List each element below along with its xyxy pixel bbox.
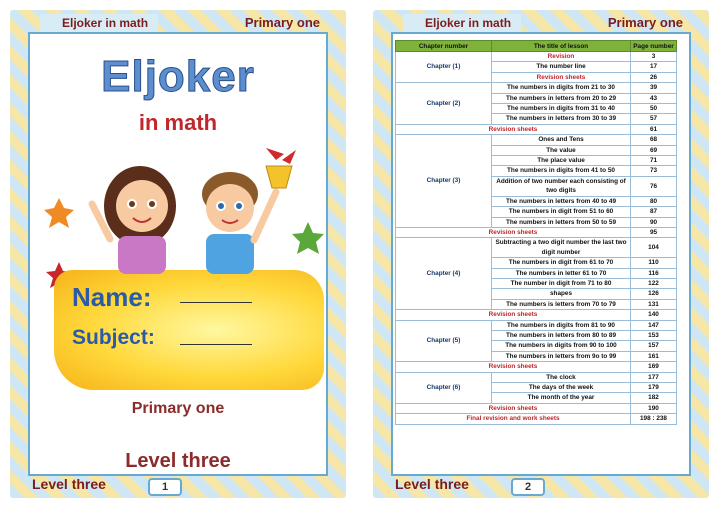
lesson-cell: Final revision and work sheets	[396, 414, 631, 424]
lesson-cell: The numbers is letters from 70 to 79	[492, 299, 631, 309]
kids-illustration-icon	[70, 144, 300, 274]
page-cell: 95	[631, 227, 677, 237]
lesson-cell: Addition of two number each consisting of two digits	[492, 176, 631, 196]
lesson-cell: The numbers in digit from 51 to 60	[492, 207, 631, 217]
table-row	[396, 310, 677, 320]
table-row	[396, 52, 677, 62]
lesson-cell: Revision sheets	[396, 310, 631, 320]
column-header: The title of lesson	[492, 41, 631, 52]
cover-subtitle: in math	[138, 110, 218, 135]
page-cell: 71	[631, 156, 677, 166]
lesson-cell: The month of the year	[492, 393, 631, 403]
lesson-cell: Revision sheets	[396, 227, 631, 237]
page-cell: 122	[631, 278, 677, 288]
table-row	[396, 124, 677, 134]
page-cell: 161	[631, 351, 677, 361]
page-cell: 140	[631, 310, 677, 320]
table-row	[396, 227, 677, 237]
table-header-row	[396, 41, 677, 52]
cover-level: Level three	[125, 450, 231, 472]
lesson-cell: The number in digit from 71 to 80	[492, 278, 631, 288]
chapter-cell: Chapter (2)	[396, 83, 492, 125]
lesson-cell: The numbers in letters from 9o to 99	[492, 351, 631, 361]
lesson-cell: The numbers in digits from 81 to 90	[492, 320, 631, 330]
lesson-cell: Ones and Tens	[492, 135, 631, 145]
page-cell: 157	[631, 341, 677, 351]
lesson-cell: The numbers in letters from 50 to 59	[492, 217, 631, 227]
table-row	[396, 83, 677, 93]
chapter-cell: Chapter (4)	[396, 238, 492, 310]
lesson-cell: Revision sheets	[396, 403, 631, 413]
lesson-cell: The numbers in letters from 40 to 49	[492, 196, 631, 206]
lesson-cell: The clock	[492, 372, 631, 382]
chapter-cell: Chapter (3)	[396, 135, 492, 228]
contents-page	[373, 10, 709, 498]
page-cell: 50	[631, 104, 677, 114]
page-cell: 179	[631, 383, 677, 393]
page-cell: 57	[631, 114, 677, 124]
page-number: 1	[148, 478, 182, 496]
page-cell: 131	[631, 299, 677, 309]
header-grade: Primary one	[607, 15, 683, 30]
page-cell: 17	[631, 62, 677, 72]
page-cell: 43	[631, 93, 677, 103]
lesson-cell: The numbers in letter 61 to 70	[492, 268, 631, 278]
lesson-cell: Revision sheets	[396, 124, 631, 134]
header-brand: Eljoker in math	[40, 14, 158, 32]
lesson-cell: Revision sheets	[396, 362, 631, 372]
page-cell: 80	[631, 196, 677, 206]
subject-line	[180, 344, 252, 345]
page-cell: 126	[631, 289, 677, 299]
page-cell: 90	[631, 217, 677, 227]
table-row	[396, 320, 677, 330]
page-cell: 3	[631, 52, 677, 62]
lesson-cell: The numbers in letters from 20 to 29	[492, 93, 631, 103]
page-cell: 153	[631, 330, 677, 340]
chapter-cell: Chapter (6)	[396, 372, 492, 403]
table-row	[396, 362, 677, 372]
contents-frame	[391, 32, 691, 476]
page-cell: 87	[631, 207, 677, 217]
page-cell: 76	[631, 176, 677, 196]
lesson-cell: The numbers in digits from 90 to 100	[492, 341, 631, 351]
cover-title: Eljoker	[101, 52, 255, 101]
lesson-cell: Revision	[492, 52, 631, 62]
contents-header	[391, 14, 691, 32]
name-label: Name:	[72, 282, 152, 312]
lesson-cell: The numbers in digits from 41 to 50	[492, 166, 631, 176]
chapter-cell: Chapter (1)	[396, 52, 492, 83]
lesson-cell: The number line	[492, 62, 631, 72]
header-grade: Primary one	[244, 15, 320, 30]
lesson-cell: The days of the week	[492, 383, 631, 393]
lesson-cell: The place value	[492, 156, 631, 166]
lesson-cell: The numbers in digit from 61 to 70	[492, 258, 631, 268]
lesson-cell: The value	[492, 145, 631, 155]
cover-frame	[28, 32, 328, 476]
footer-level: Level three	[395, 476, 469, 492]
page-cell: 177	[631, 372, 677, 382]
subject-label: Subject:	[72, 326, 155, 349]
lesson-cell: Revision sheets	[492, 72, 631, 82]
lesson-cell: shapes	[492, 289, 631, 299]
page-cell: 190	[631, 403, 677, 413]
page-cell: 147	[631, 320, 677, 330]
lesson-cell: Subtracting a two digit number the last two digit number	[492, 238, 631, 258]
lesson-cell: The numbers in digits from 21 to 30	[492, 83, 631, 93]
table-row	[396, 135, 677, 145]
header-brand: Eljoker in math	[403, 14, 521, 32]
page-cell: 73	[631, 166, 677, 176]
cover-page	[10, 10, 346, 498]
table-row	[396, 403, 677, 413]
page-cell: 169	[631, 362, 677, 372]
column-header: Chapter number	[396, 41, 492, 52]
page-cell: 26	[631, 72, 677, 82]
cover-header	[28, 14, 328, 32]
page-cell: 116	[631, 268, 677, 278]
page-cell: 68	[631, 135, 677, 145]
page-cell: 110	[631, 258, 677, 268]
chapter-cell: Chapter (5)	[396, 320, 492, 362]
contents-table	[395, 40, 677, 425]
table-row	[396, 238, 677, 258]
page-cell: 104	[631, 238, 677, 258]
lesson-cell: The numbers in letters from 30 to 39	[492, 114, 631, 124]
page-cell: 61	[631, 124, 677, 134]
lesson-cell: The numbers in digits from 31 to 40	[492, 104, 631, 114]
page-cell: 69	[631, 145, 677, 155]
page-cell: 39	[631, 83, 677, 93]
page-cell: 182	[631, 393, 677, 403]
name-line	[180, 302, 252, 303]
cover-grade: Primary one	[131, 400, 225, 417]
column-header: Page number	[631, 41, 677, 52]
page-number: 2	[511, 478, 545, 496]
footer-level: Level three	[32, 476, 106, 492]
table-row	[396, 372, 677, 382]
table-row	[396, 414, 677, 424]
page-cell: 198 : 238	[631, 414, 677, 424]
lesson-cell: The numbers in letters from 80 to 89	[492, 330, 631, 340]
